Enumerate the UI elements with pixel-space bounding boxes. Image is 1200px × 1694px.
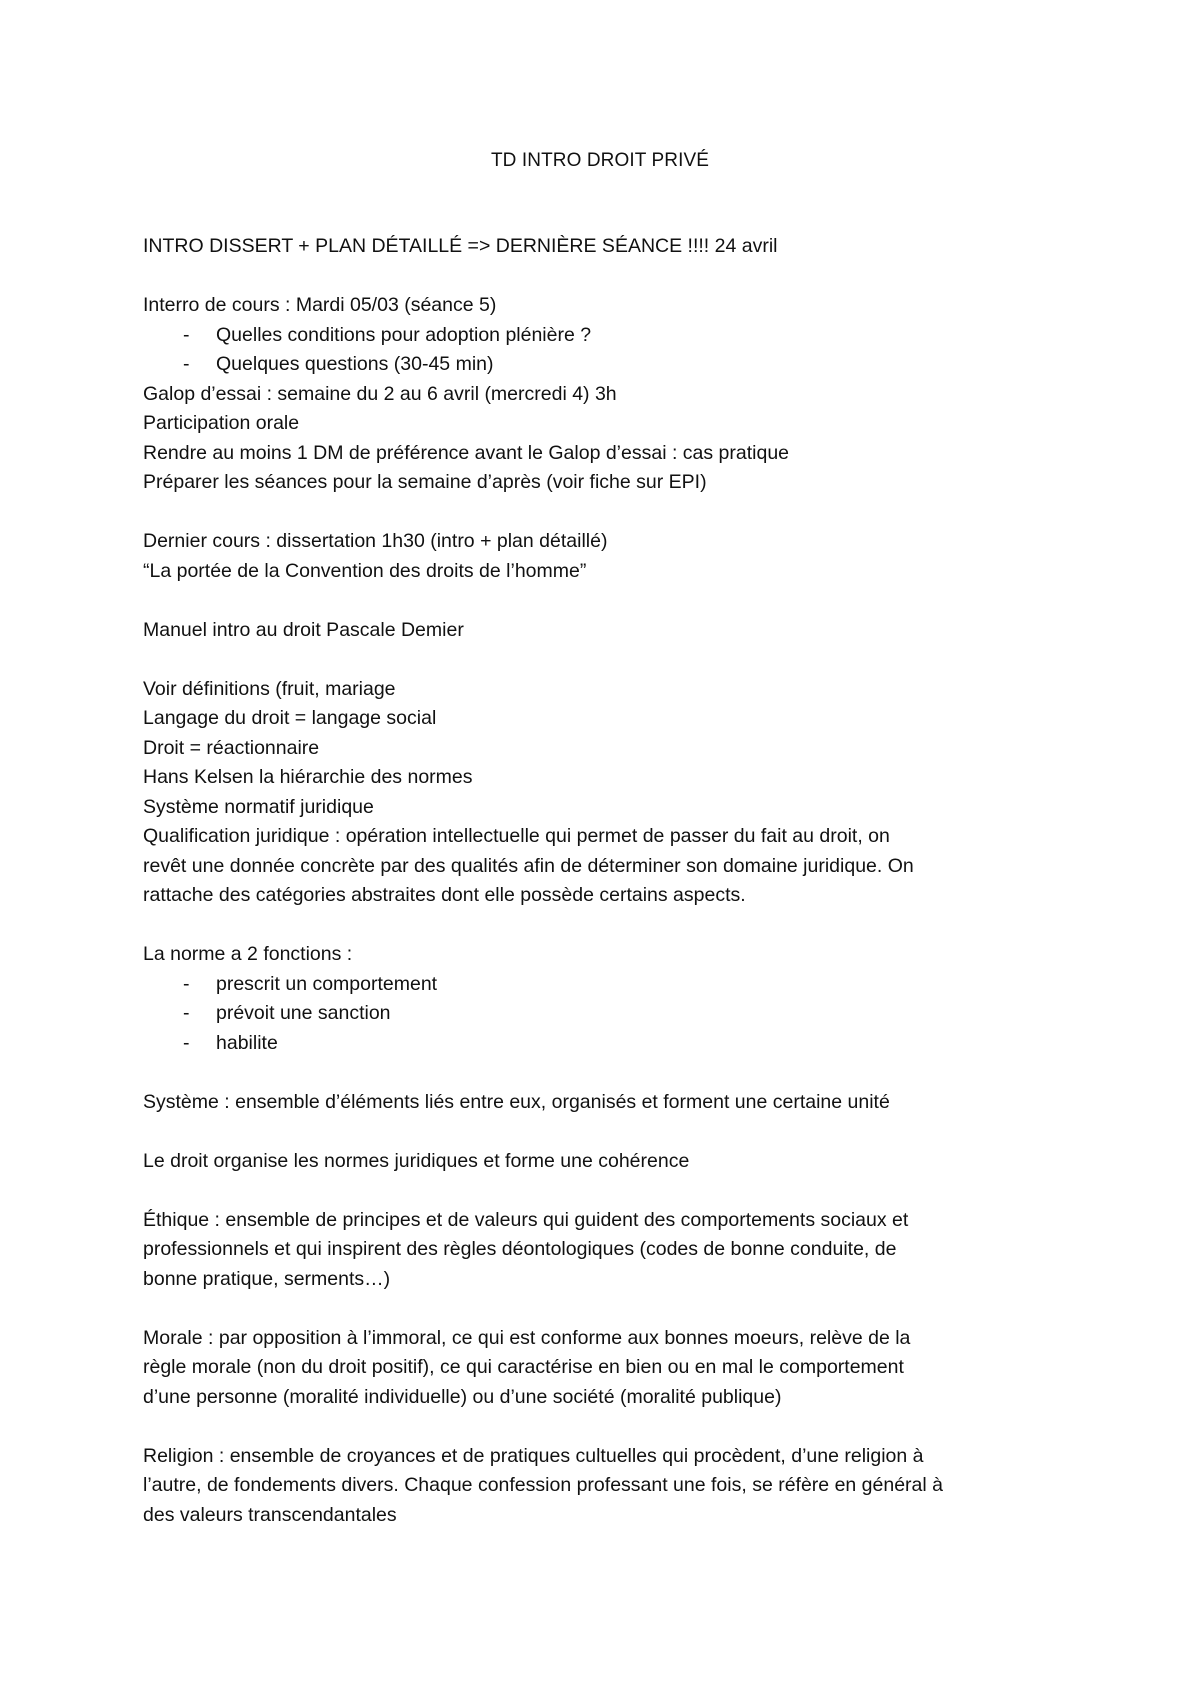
text-line: Droit = réactionnaire: [143, 736, 320, 759]
text-line: professionnels et qui inspirent des règles déontologiques (codes de bonne conduite, de: [143, 1238, 897, 1260]
bullet-text: prescrit un comportement: [216, 972, 438, 995]
text-line: Hans Kelsen la hiérarchie des normes: [143, 766, 473, 788]
blank-line: [143, 586, 1063, 616]
blank-line: [143, 498, 1063, 528]
bullet-dash: -: [183, 353, 190, 375]
bullet-dash: -: [183, 972, 190, 995]
blank-line: [143, 1117, 1063, 1147]
text-line: Qualification juridique : opération intellectuelle qui permet de passer du fait au droit, on: [143, 825, 890, 847]
bullet-text: habilite: [216, 1031, 278, 1054]
bullet-item: [143, 970, 1063, 1000]
bullet-dash: -: [183, 1031, 190, 1054]
text-line: La norme a 2 fonctions :: [143, 943, 353, 965]
blank-line: [143, 1176, 1063, 1206]
text-line: Dernier cours : dissertation 1h30 (intro + plan détaillé): [143, 530, 608, 552]
bullet-text: Quelques questions (30-45 min): [216, 353, 494, 375]
text-line: Préparer les séances pour la semaine d’après (voir fiche sur EPI): [143, 471, 707, 493]
blank-line: [143, 911, 1063, 941]
text-line: Langage du droit = langage social: [143, 707, 437, 729]
blank-line: [143, 645, 1063, 675]
text-line: Système normatif juridique: [143, 795, 374, 818]
text-line: règle morale (non du droit positif), ce qui caractérise en bien ou en mal le comportement: [143, 1356, 904, 1378]
text-line: Rendre au moins 1 DM de préférence avant le Galop d’essai : cas pratique: [143, 441, 790, 464]
text-line: INTRO DISSERT + PLAN DÉTAILLÉ => DERNIÈRE SÉANCE !!!! 24 avril: [143, 235, 778, 257]
bullet-text: prévoit une sanction: [216, 1002, 391, 1024]
text-line: Morale : par opposition à l’immoral, ce qui est conforme aux bonnes moeurs, relève de la: [143, 1326, 911, 1349]
bullet-item: [143, 1029, 1063, 1059]
bullet-dash: -: [183, 323, 190, 346]
blank-line: [143, 1294, 1063, 1324]
bullet-dash: -: [183, 1002, 190, 1024]
blank-line: [143, 1058, 1063, 1088]
text-line: Participation orale: [143, 412, 300, 434]
text-line: bonne pratique, serments…): [143, 1267, 391, 1290]
text-line: Religion : ensemble de croyances et de pratiques cultuelles qui procèdent, d’une religion à: [143, 1444, 924, 1467]
bullet-item: [143, 999, 1063, 1029]
text-line: “La portée de la Convention des droits de l’homme”: [143, 559, 587, 582]
text-line: revêt une donnée concrète par des qualités afin de déterminer son domaine juridique. On: [143, 854, 914, 877]
blank-line: [143, 262, 1063, 292]
text-line: Le droit organise les normes juridiques et forme une cohérence: [143, 1149, 690, 1172]
text-line: Éthique : ensemble de principes et de valeurs qui guident des comportements sociaux et: [143, 1208, 909, 1231]
text-line: Voir définitions (fruit, mariage: [143, 677, 396, 700]
text-line: rattache des catégories abstraites dont elle possède certains aspects.: [143, 884, 746, 906]
bullet-item: [143, 321, 1063, 351]
document-body: [143, 232, 1063, 1530]
text-line: Système : ensemble d’éléments liés entre eux, organisés et forment une certaine unité: [143, 1090, 890, 1113]
document-title: TD INTRO DROIT PRIVÉ: [490, 150, 710, 171]
text-line: Interro de cours : Mardi 05/03 (séance 5): [143, 294, 497, 316]
bullet-item: [143, 350, 1063, 380]
text-line: des valeurs transcendantales: [143, 1503, 397, 1526]
text-line: Manuel intro au droit Pascale Demier: [143, 618, 464, 641]
text-line: d’une personne (moralité individuelle) ou d’une société (moralité publique): [143, 1385, 782, 1408]
text-line: Galop d’essai : semaine du 2 au 6 avril (mercredi 4) 3h: [143, 382, 617, 405]
bullet-text: Quelles conditions pour adoption plénière ?: [216, 323, 592, 346]
blank-line: [143, 1412, 1063, 1442]
text-line: l’autre, de fondements divers. Chaque confession professant une fois, se réfère en général à: [143, 1474, 943, 1496]
